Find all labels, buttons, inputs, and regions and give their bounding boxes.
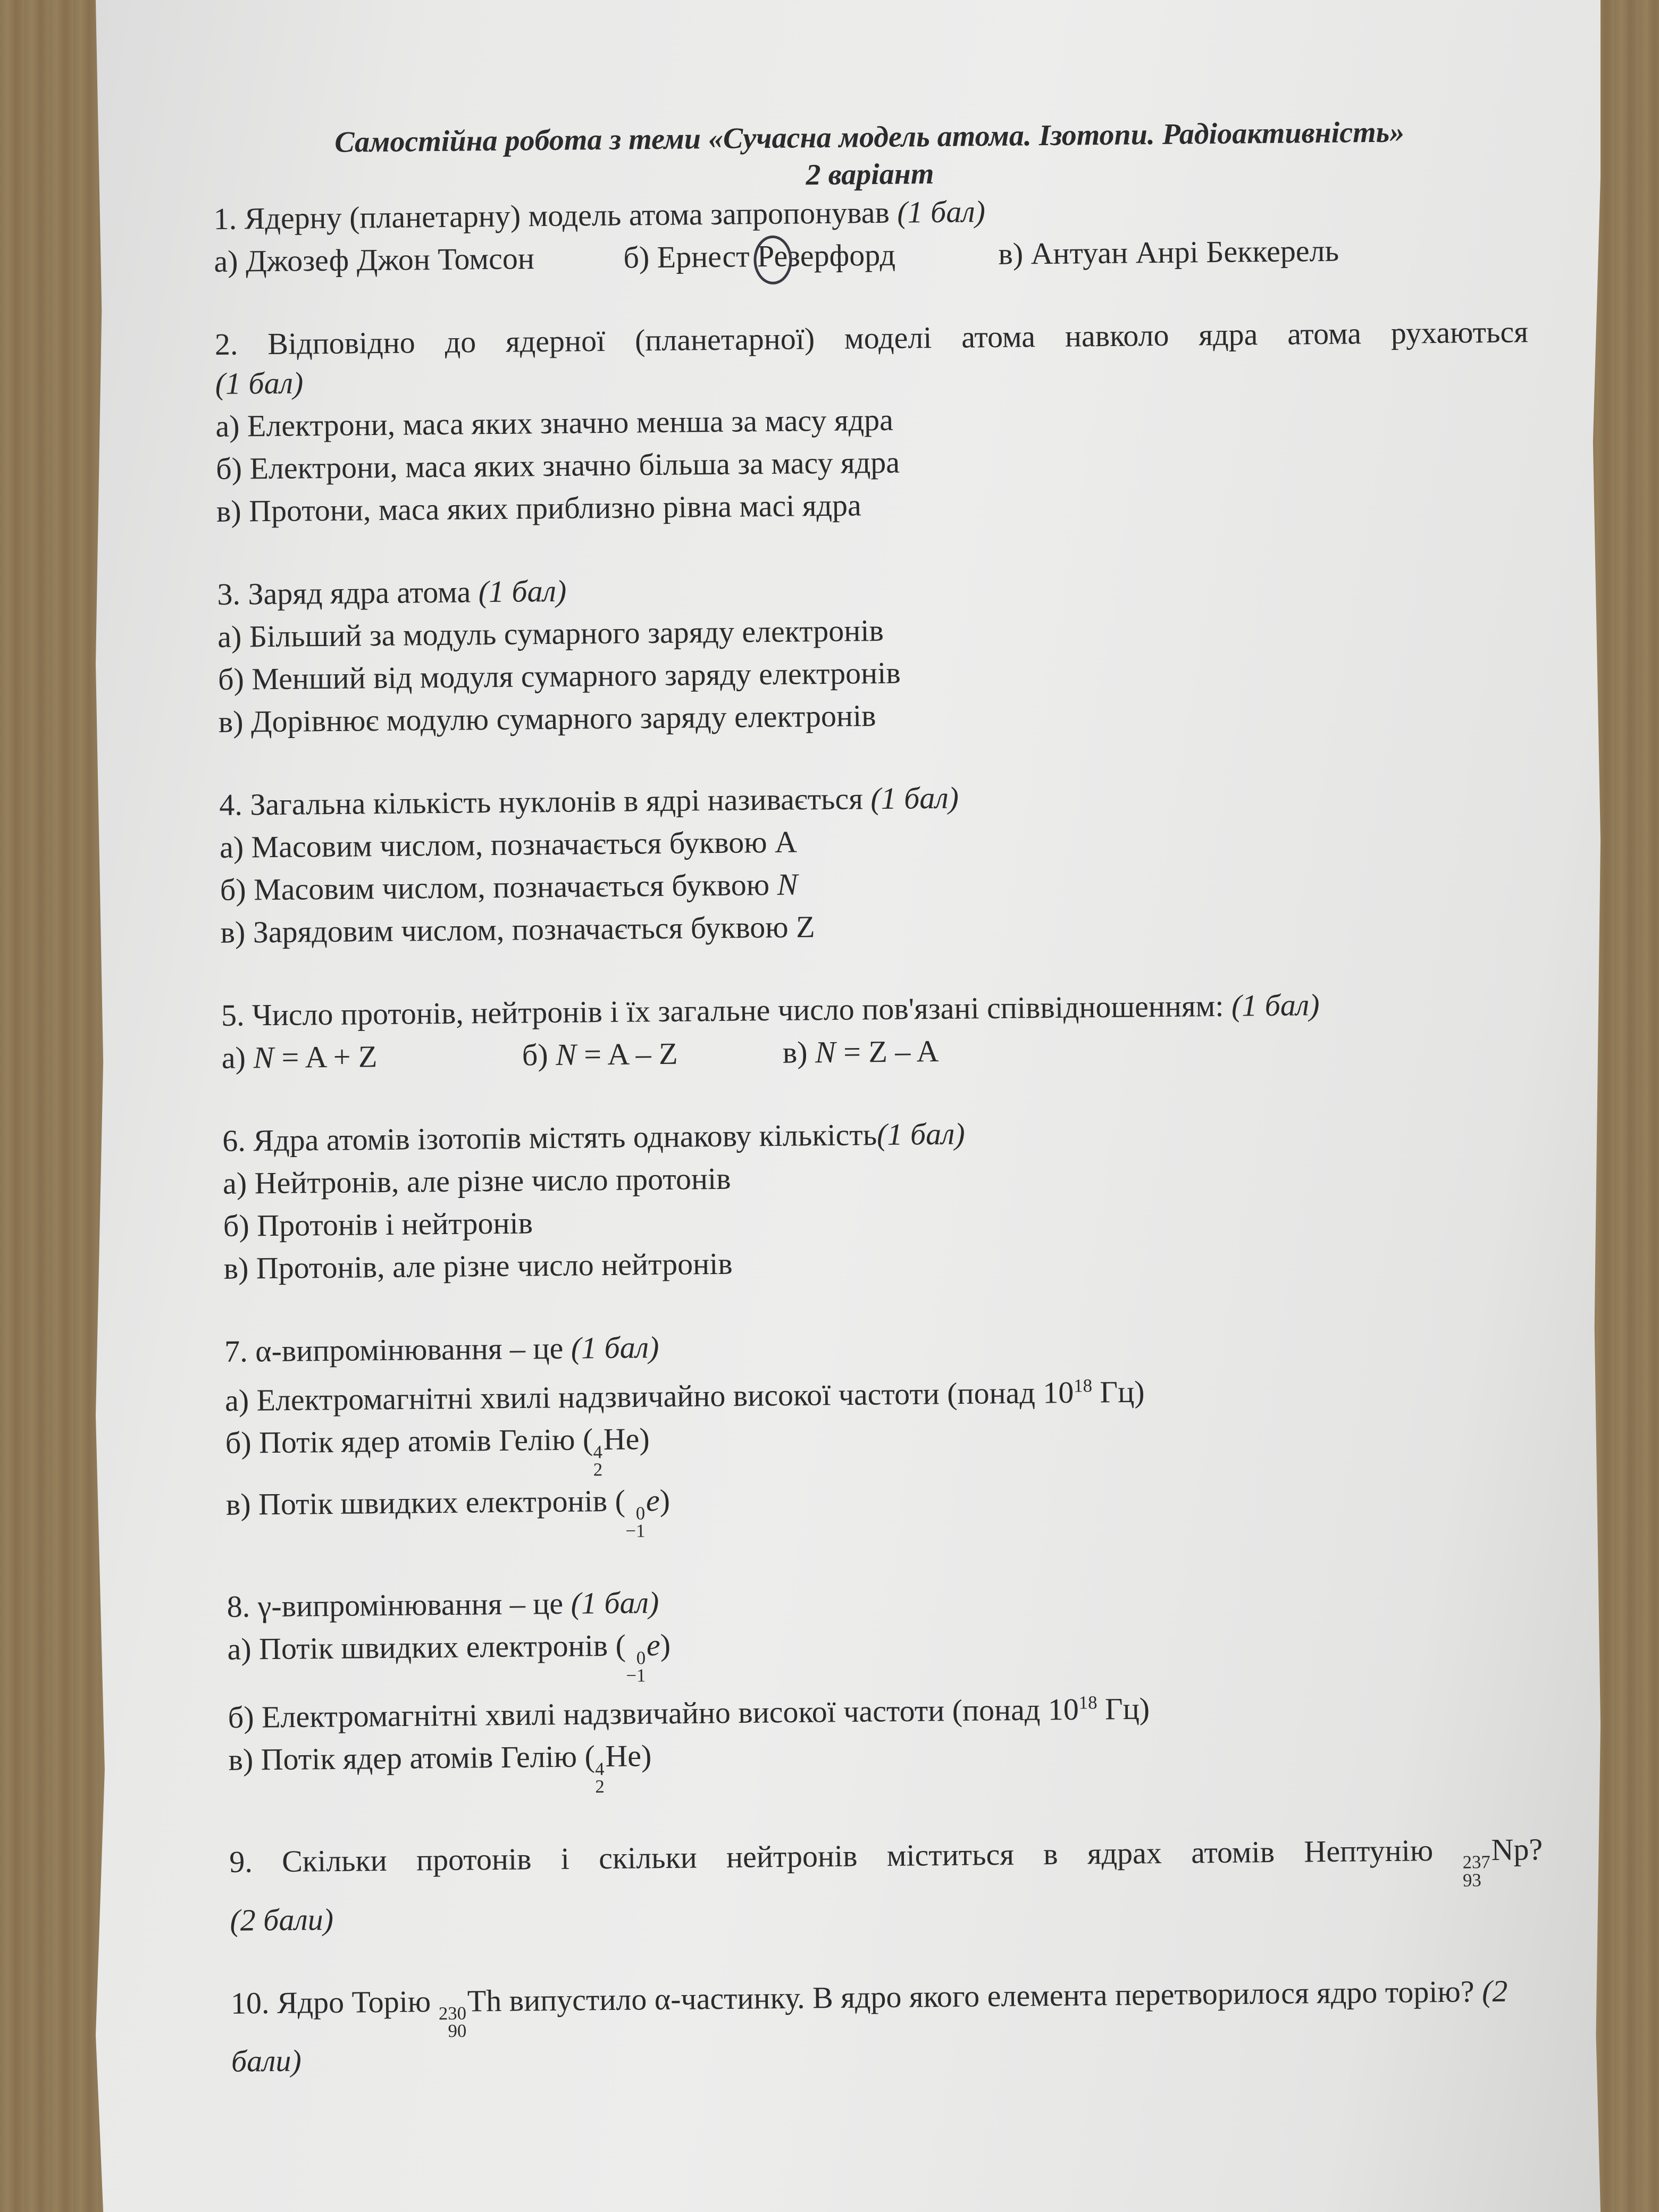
- question-1-points: (1 бал): [896, 194, 986, 230]
- option-c-isotope-numbers: [625, 1504, 646, 1539]
- worksheet: [213, 112, 1545, 2081]
- mass-number: 4: [593, 1442, 603, 1463]
- question-10-text-after: випустило α-частинку. В ядро якого елемента перетворилося ядро торію?: [501, 1973, 1474, 2018]
- question-2-points: (1 бал): [215, 365, 304, 401]
- option-b[interactable]: б) Електрони, маса яких значно більша за масу ядра: [215, 445, 900, 486]
- mass-number: 237: [1462, 1851, 1491, 1873]
- option-a[interactable]: [227, 1617, 1541, 1688]
- question-5-points: (1 бал): [1231, 987, 1320, 1023]
- option-a[interactable]: [225, 1362, 1539, 1420]
- question-3-points: (1 бал): [478, 573, 567, 609]
- option-a-rest: = A + Z: [273, 1039, 378, 1075]
- option-c-text: в) Потік швидких електронів (: [225, 1483, 626, 1522]
- question-8-text: 8. γ-випромінювання – це: [227, 1586, 564, 1624]
- option-c[interactable]: в) Протони, маса яких приблизно рівна масі ядра: [216, 488, 862, 529]
- mass-number: 230: [438, 2002, 467, 2024]
- question-10-symbol: Th: [467, 1983, 502, 2018]
- option-a-unit: Гц): [1092, 1374, 1145, 1410]
- charge-number: −1: [626, 1664, 646, 1686]
- question-9-mark: ?: [1529, 1831, 1543, 1867]
- question-10-text-before: 10. Ядро Торію: [230, 1983, 431, 2021]
- option-a-close: ): [660, 1627, 671, 1662]
- option-c-text: в) Потік ядер атомів Гелію (: [228, 1739, 596, 1777]
- option-c[interactable]: в) Дорівнює модулю сумарного заряду електронів: [218, 698, 876, 739]
- option-c-rest: = Z – A: [835, 1033, 939, 1069]
- question-9-text: 9. Скільки протонів і скільки нейтронів міститься в ядрах атомів Нептунію: [229, 1832, 1434, 1879]
- question-9-symbol: Np: [1491, 1832, 1529, 1867]
- mass-number: 0: [636, 1647, 646, 1669]
- option-b-unit: Гц): [1097, 1691, 1150, 1727]
- option-b[interactable]: [225, 1411, 1539, 1482]
- question-8-points: (1 бал): [571, 1585, 659, 1621]
- option-b[interactable]: б) Менший від модуля сумарного заряду електронів: [217, 655, 901, 697]
- question-1: [213, 187, 1527, 281]
- answer-circle-mark: [753, 236, 792, 285]
- question-10-points: (2 бали): [231, 1973, 1508, 2079]
- option-a[interactable]: а) Електрони, маса яких значно менша за масу ядра: [215, 402, 894, 443]
- option-b-symbol: He: [603, 1421, 640, 1457]
- question-7-points: (1 бал): [571, 1330, 659, 1365]
- option-c-isotope-numbers: [595, 1760, 605, 1795]
- charge-number: 2: [595, 1775, 605, 1797]
- option-b-exponent: 18: [1078, 1691, 1097, 1713]
- option-a[interactable]: а) Масовим числом, позначається буквою А: [219, 824, 798, 865]
- option-c-close: ): [641, 1738, 652, 1773]
- option-b-text: б) Масовим числом, позначається буквою: [220, 867, 770, 907]
- charge-number: 93: [1462, 1869, 1481, 1891]
- question-9-isotope-numbers: [1462, 1851, 1491, 1891]
- question-7: [224, 1319, 1540, 1544]
- question-6-points: (1 бал): [876, 1116, 965, 1152]
- option-b-letter: N: [777, 867, 798, 902]
- option-b[interactable]: б) Ернест Резерфорд: [623, 237, 896, 275]
- option-a[interactable]: а) Нейтронів, але різне число протонів: [222, 1161, 731, 1201]
- option-b-close: ): [639, 1421, 650, 1456]
- option-b-isotope-numbers: [593, 1443, 602, 1478]
- option-a-text: а) Електромагнітні хвилі надзвичайно високої частоти (понад 10: [224, 1375, 1074, 1418]
- variant-label: 2 варіант: [806, 157, 934, 192]
- question-2: [215, 312, 1530, 531]
- question-2-text: 2. Відповідно до ядерної (планетарної) моделі атома навколо ядра атома рухаються: [214, 314, 1529, 362]
- charge-number: −1: [625, 1520, 646, 1541]
- option-b[interactable]: [522, 1033, 783, 1075]
- question-10-isotope-numbers: [438, 2002, 467, 2042]
- option-c[interactable]: [782, 1032, 939, 1073]
- option-c-symbol: He: [605, 1738, 642, 1774]
- question-6: [222, 1109, 1537, 1288]
- option-a[interactable]: [221, 1035, 522, 1077]
- question-5: [221, 983, 1535, 1078]
- question-4: [219, 773, 1534, 952]
- option-a-isotope-numbers: [626, 1649, 646, 1684]
- option-b[interactable]: [228, 1679, 1541, 1737]
- option-b-text: б) Потік ядер атомів Гелію (: [225, 1422, 593, 1461]
- option-b-text: б) Електромагнітні хвилі надзвичайно високої частоти (понад 10: [228, 1691, 1079, 1735]
- question-3: [217, 562, 1532, 742]
- question-10: [231, 1971, 1545, 2081]
- charge-number: 2: [593, 1459, 603, 1480]
- option-c[interactable]: в) Протонів, але різне число нейтронів: [223, 1246, 733, 1286]
- option-c-symbol: e: [646, 1483, 660, 1518]
- question-9: [229, 1830, 1544, 1940]
- option-b[interactable]: б) Протонів і нейтронів: [223, 1205, 533, 1243]
- question-6-text: 6. Ядра атомів ізотопів містять однакову кількість: [222, 1117, 877, 1158]
- question-4-points: (1 бал): [870, 780, 959, 816]
- option-a-text: а) Потік швидких електронів (: [227, 1628, 626, 1666]
- option-b-var: N: [555, 1037, 577, 1072]
- charge-number: 90: [448, 2020, 467, 2042]
- option-a-symbol: e: [646, 1627, 660, 1663]
- question-4-text: 4. Загальна кількість нуклонів в ядрі називається: [219, 781, 864, 822]
- option-c-close: ): [659, 1482, 671, 1518]
- question-9-points: (2 бали): [230, 1901, 334, 1938]
- option-b-prefix: б): [522, 1037, 556, 1073]
- option-a[interactable]: а) Джозеф Джон Томсон: [214, 241, 535, 279]
- worksheet-title: Самостійна робота з теми «Сучасна модель атома. Ізотопи. Радіоактивність»: [334, 115, 1405, 159]
- question-1-text: 1. Ядерну (планетарну) модель атома запропонував: [213, 195, 890, 236]
- option-c-var: N: [815, 1034, 836, 1070]
- option-a-prefix: а): [221, 1040, 254, 1075]
- option-c-prefix: в): [782, 1035, 816, 1070]
- option-c[interactable]: в) Антуан Анрі Беккерель: [998, 233, 1339, 271]
- option-a[interactable]: а) Більший за модуль сумарного заряду електронів: [217, 613, 884, 654]
- option-c[interactable]: в) Зарядовим числом, позначається буквою Z: [220, 909, 815, 950]
- question-8: [227, 1574, 1542, 1799]
- mass-number: 0: [635, 1503, 646, 1524]
- question-5-text: 5. Число протонів, нейтронів і їх загальне число пов'язані співвідношенням:: [221, 988, 1224, 1033]
- question-3-text: 3. Заряд ядра атома: [217, 574, 471, 611]
- option-a-var: N: [253, 1040, 274, 1075]
- mass-number: 4: [594, 1758, 605, 1779]
- question-7-text: 7. α-випромінювання – це: [224, 1330, 564, 1369]
- option-a-exponent: 18: [1074, 1375, 1093, 1396]
- option-b-rest: = A – Z: [576, 1036, 678, 1072]
